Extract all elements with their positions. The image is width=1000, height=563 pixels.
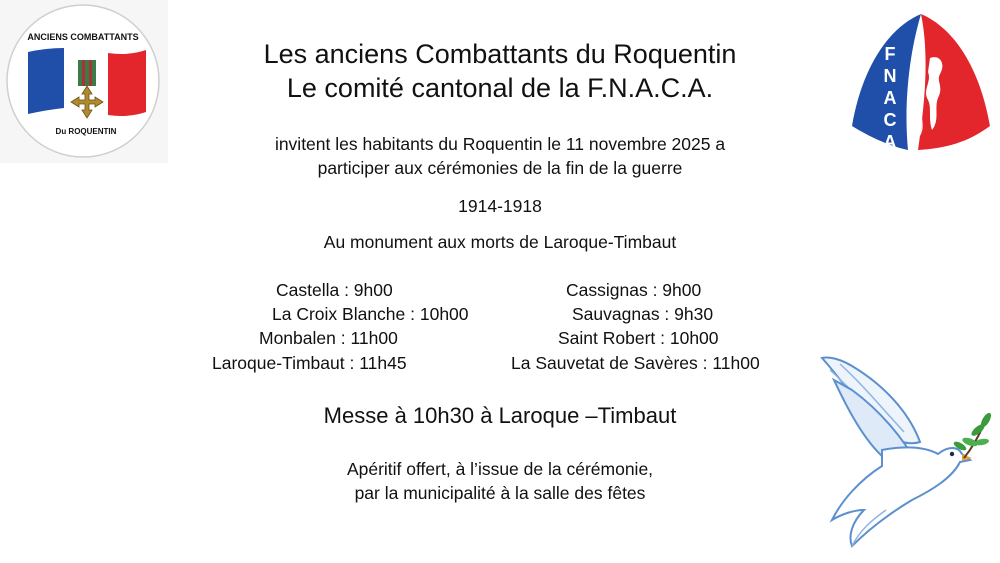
logo-bottom-text: Du ROQUENTIN [55,127,117,136]
aperitif-line-1: Apéritif offert, à l’issue de la cérémonie, [346,459,654,479]
schedule-left-0: Castella : 9h00 [276,280,393,300]
schedule-right-3: La Sauvetat de Savères : 11h00 [511,353,760,373]
title-line-1: Les anciens Combattants du Roquentin [263,39,737,69]
schedule-left-2: Monbalen : 11h00 [259,328,398,348]
page-title [150,37,850,105]
dove-with-olive-branch-icon [812,350,994,558]
monument-text: Au monument aux morts de Laroque-Timbaut [323,232,677,252]
svg-text:C: C [883,110,897,130]
flag-medal-logo-icon [0,0,168,163]
svg-text:A: A [883,132,897,152]
svg-text:N: N [883,66,897,86]
svg-text:A: A [883,88,897,108]
schedule-left-1: La Croix Blanche : 10h00 [272,304,469,324]
aperitif-line-2: par la municipalité à la salle des fêtes [354,483,646,503]
fnaca-logo-icon [848,8,994,154]
years-text: 1914-1918 [458,196,542,216]
schedule-left-3: Laroque-Timbaut : 11h45 [212,353,407,373]
svg-text:F: F [884,44,896,64]
fnaca-logo [848,8,994,154]
messe-text: Messe à 10h30 à Laroque –Timbaut [323,403,677,428]
invitation-text [150,132,850,180]
invite-line-2: participer aux cérémonies de la fin de la guerre [317,158,683,178]
aperitif-text [150,457,850,505]
logo-top-text: ANCIENS COMBATTANTS [27,32,139,42]
title-line-2: Le comité cantonal de la F.N.A.C.A. [286,73,714,103]
dove-illustration [812,350,994,558]
schedule-right-0: Cassignas : 9h00 [566,280,702,300]
invite-line-1: invitent les habitants du Roquentin le 11 novembre 2025 a [274,134,726,154]
schedule-right-1: Sauvagnas : 9h30 [572,304,714,324]
anciens-combattants-logo [0,0,168,163]
schedule-right-2: Saint Robert : 10h00 [558,328,719,348]
